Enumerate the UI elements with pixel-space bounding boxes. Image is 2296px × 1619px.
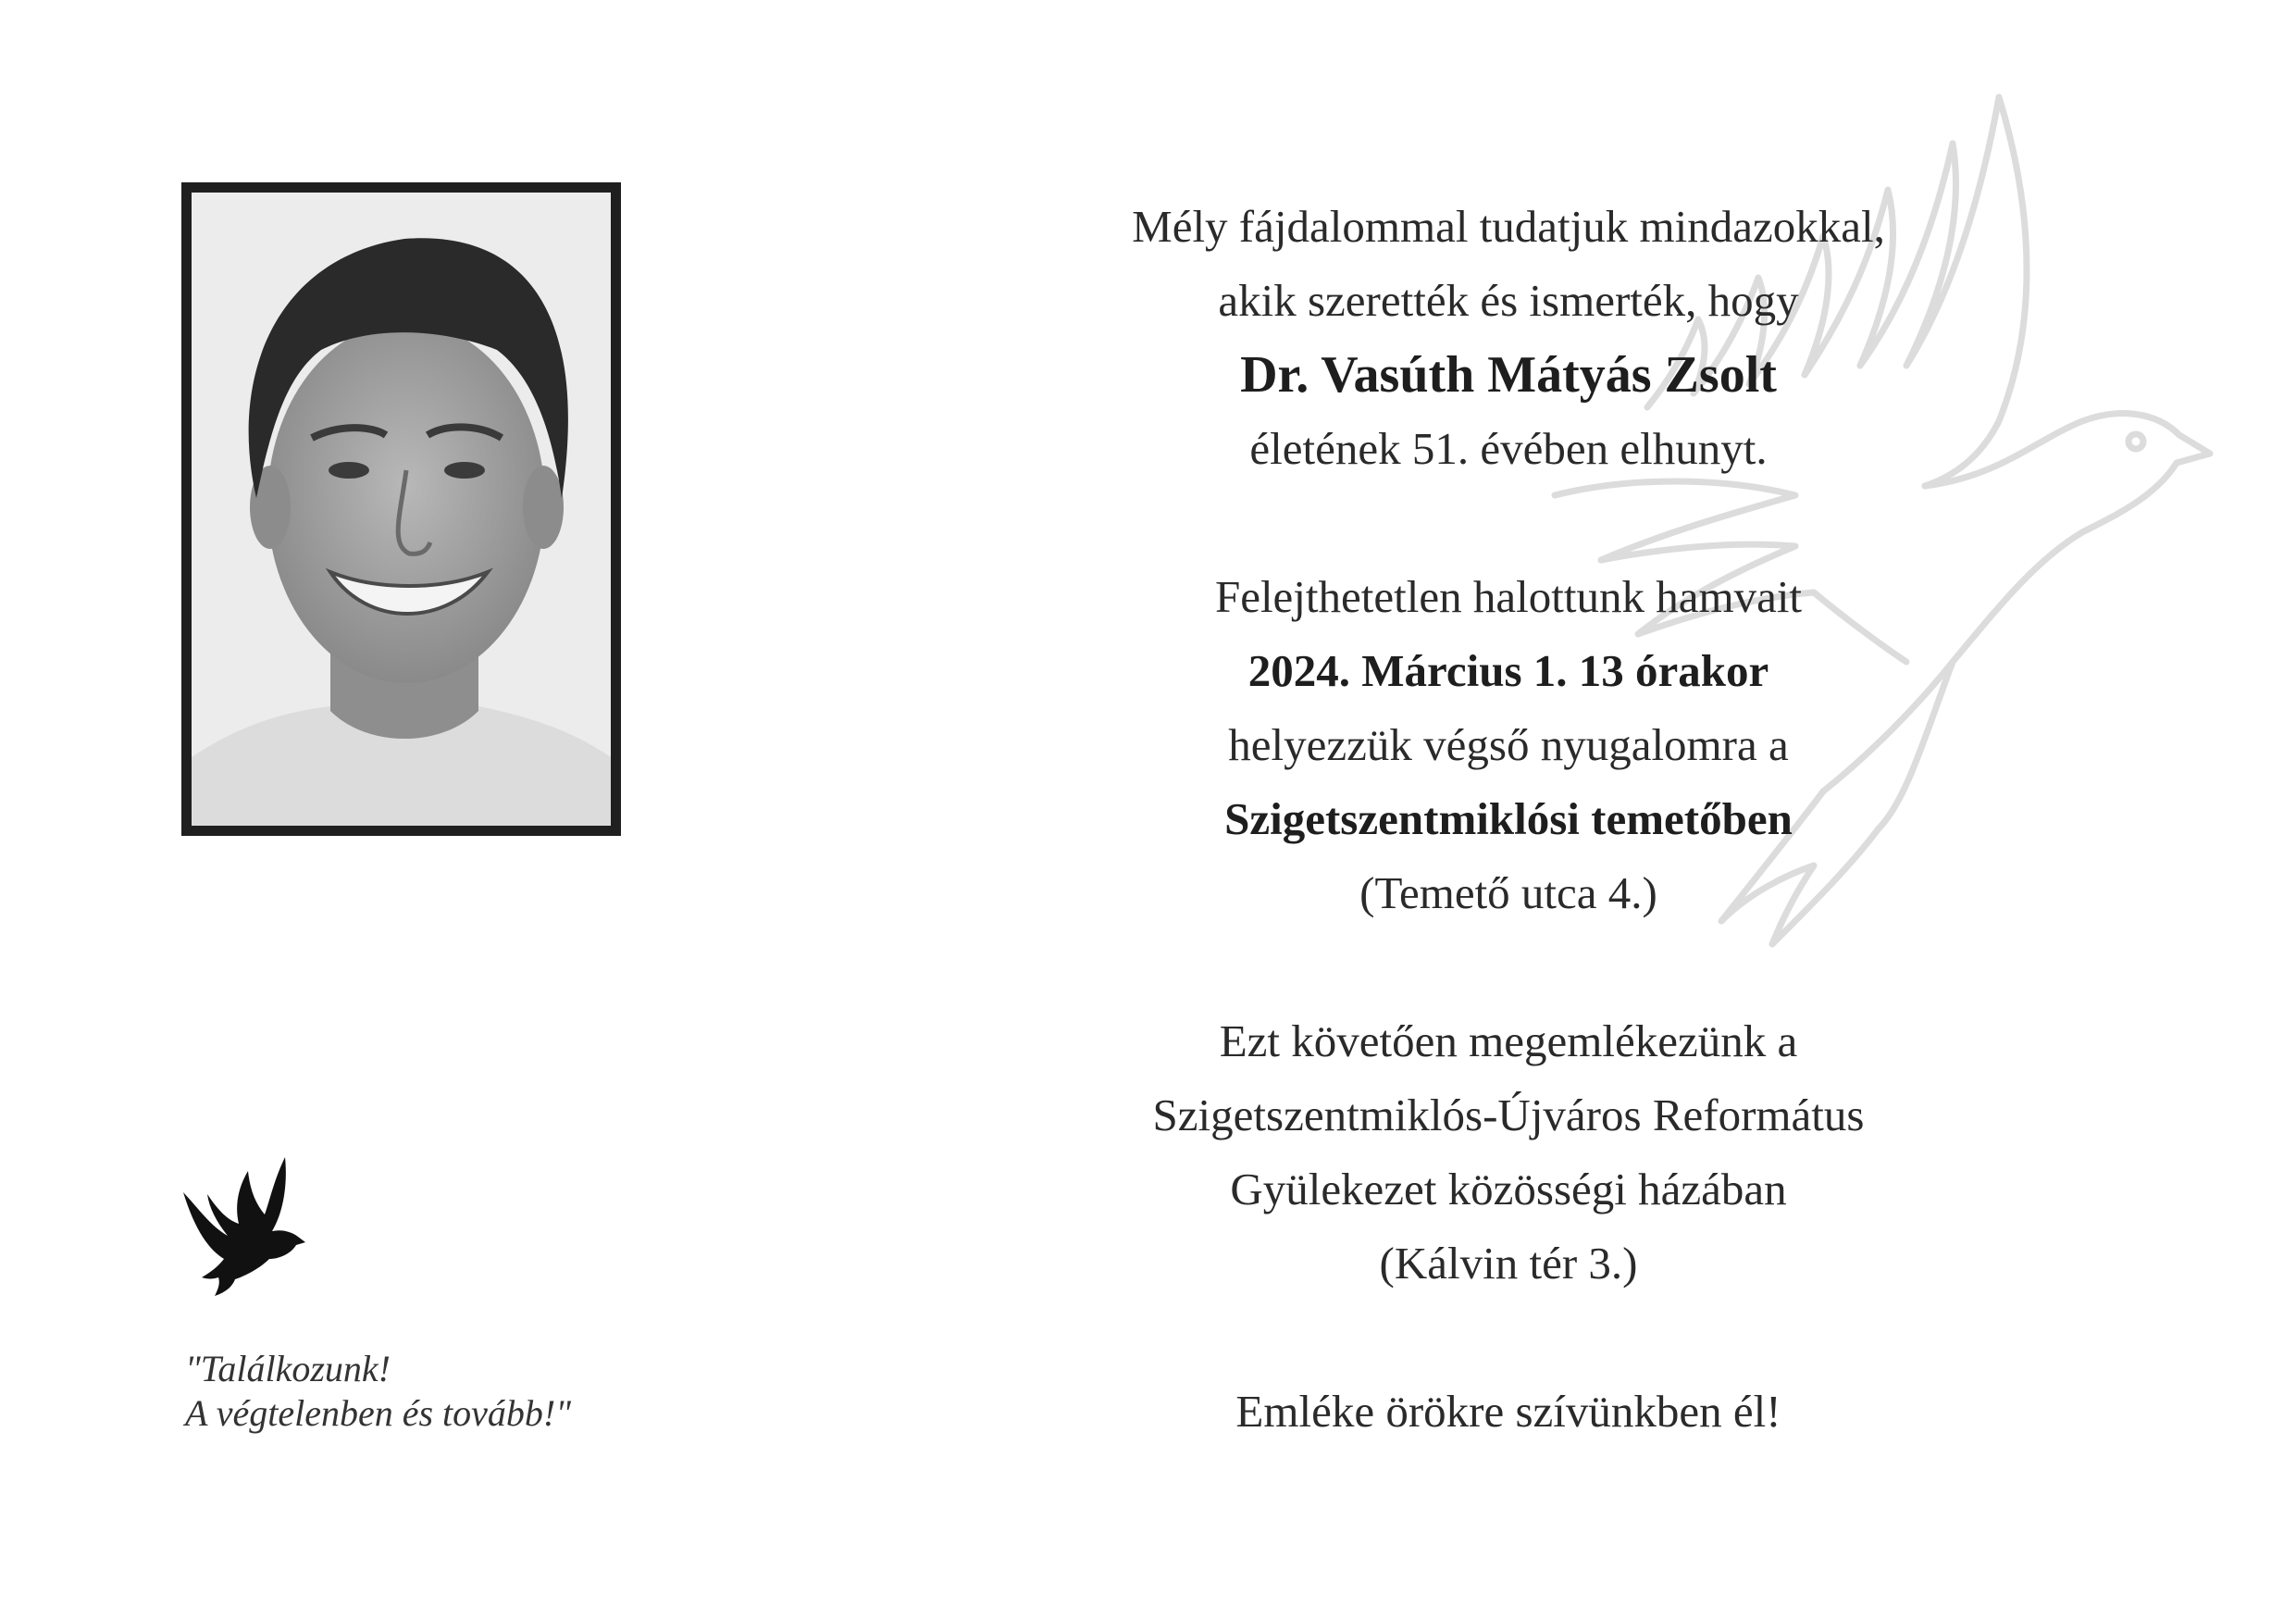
- portrait-photo: [181, 182, 621, 836]
- memorial-line-1: Ezt követően megemlékezünk a: [1219, 1015, 1798, 1066]
- quote-line-1: "Találkozunk!: [185, 1348, 391, 1389]
- rest-line: helyezzük végső nyugalomra a: [1228, 719, 1789, 770]
- quote-line-2: A végtelenben és tovább!": [185, 1392, 572, 1434]
- ashes-line: Felejthetetlen halottunk hamvait: [1214, 571, 1803, 622]
- memorial-address: (Kálvin tér 3.): [1379, 1238, 1638, 1289]
- deceased-name: Dr. Vasúth Mátyás Zsolt: [1240, 346, 1777, 404]
- cemetery-address: (Temető utca 4.): [1359, 867, 1657, 918]
- memorial-line-2: Szigetszentmiklós-Újváros Református: [1152, 1090, 1865, 1140]
- portrait-image: [192, 193, 611, 826]
- intro-line-2: akik szerették és ismerték, hogy: [1218, 275, 1799, 326]
- memorial-line-3: Gyülekezet közösségi házában: [1230, 1164, 1787, 1214]
- cemetery-name: Szigetszentmiklósi temetőben: [1224, 793, 1793, 844]
- funeral-datetime: 2024. Március 1. 13 órakor: [1247, 645, 1769, 696]
- obituary-notice: [953, 190, 2064, 1449]
- dove-silhouette-icon: [181, 1157, 306, 1296]
- closing-line: Emléke örökre szívünkben él!: [1235, 1386, 1781, 1437]
- quote: [185, 1347, 759, 1436]
- intro-line-1: Mély fájdalommal tudatjuk mindazokkal,: [1132, 201, 1885, 252]
- age-line: életének 51. évében elhunyt.: [1249, 423, 1768, 474]
